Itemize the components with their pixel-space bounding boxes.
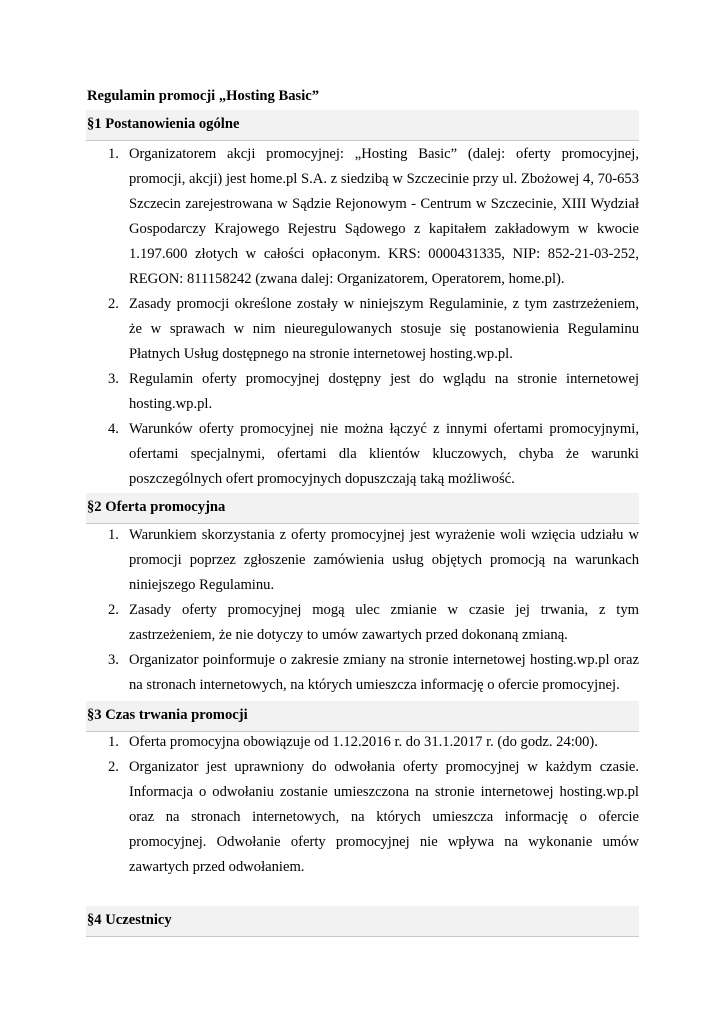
section-heading-text: §4 Uczestnicy	[87, 912, 172, 928]
section-heading-text: §3 Czas trwania promocji	[87, 707, 248, 723]
section-1-list	[86, 142, 639, 492]
list-item-number: 1.	[108, 734, 119, 750]
section-2-list	[86, 523, 639, 698]
list-item-number: 2.	[108, 296, 119, 312]
list-item-number: 3.	[108, 652, 119, 668]
list-item	[86, 598, 639, 648]
list-item	[86, 523, 639, 598]
list-item-number: 1.	[108, 146, 119, 162]
list-item-number: 1.	[108, 527, 119, 543]
list-item-text: Organizator jest uprawniony do odwołania oferty promocyjnej w każdym czasie. Informacja o odwołaniu zostanie umieszczona na stronie internetowej hosting.wp.pl oraz na stronach internetowych, na których umieszcza informację o ofercie promocyjnej. Odwołanie oferty promocyjnej nie wpływa na wykonanie umów zawartych przed odwołaniem.	[129, 759, 639, 875]
list-item-text: Zasady oferty promocyjnej mogą ulec zmianie w czasie jej trwania, z tym zastrzeżeniem, że nie dotyczy to umów zawartych przed dokonaną zmianą.	[129, 602, 639, 643]
list-item	[86, 755, 639, 880]
section-heading-4	[86, 906, 639, 937]
list-item-text: Organizatorem akcji promocyjnej: „Hosting Basic” (dalej: oferty promocyjnej, promocji, akcji) jest home.pl S.A. z siedzibą w Szczecinie przy ul. Zbożowej 4, 70-653 Szczecin zarejestrowana w Sądzie Rejonowym - Centrum w Szczecinie, XIII Wydział Gospodarczy Krajowego Rejestru Sądowego z kapitałem zakładowym w kwocie 1.197.600 złotych w całości opłaconym. KRS: 0000431335, NIP: 852-21-03-252, REGON: 811158242 (zwana dalej: Organizatorem, Operatorem, home.pl).	[129, 146, 639, 287]
section-heading-3	[86, 701, 639, 732]
list-item-text: Regulamin oferty promocyjnej dostępny jest do wglądu na stronie internetowej hosting.wp.pl.	[129, 371, 639, 412]
list-item	[86, 292, 639, 367]
section-heading-2	[86, 493, 639, 524]
list-item	[86, 730, 639, 755]
section-heading-text: §1 Postanowienia ogólne	[87, 116, 240, 132]
list-item-text: Warunkiem skorzystania z oferty promocyjnej jest wyrażenie woli wzięcia udziału w promocji poprzez zgłoszenie zamówienia usług objętych promocją na warunkach niniejszego Regulaminu.	[129, 527, 639, 593]
section-3-list	[86, 730, 639, 880]
section-heading-text: §2 Oferta promocyjna	[87, 499, 226, 515]
list-item	[86, 142, 639, 292]
list-item	[86, 367, 639, 417]
list-item-number: 4.	[108, 421, 119, 437]
list-item-text: Warunków oferty promocyjnej nie można łączyć z innymi ofertami promocyjnymi, ofertami specjalnymi, ofertami dla klientów kluczowych, chyba że warunki poszczególnych ofert promocyjnych dopuszczają taką możliwość.	[129, 421, 639, 487]
list-item-number: 2.	[108, 602, 119, 618]
list-item-text: Oferta promocyjna obowiązuje od 1.12.2016 r. do 31.1.2017 r. (do godz. 24:00).	[129, 734, 598, 750]
section-heading-1	[86, 110, 639, 141]
document-title: Regulamin promocji „Hosting Basic”	[87, 88, 320, 104]
list-item-number: 2.	[108, 759, 119, 775]
list-item-text: Organizator poinformuje o zakresie zmiany na stronie internetowej hosting.wp.pl oraz na stronach internetowych, na których umieszcza informację o ofercie promocyjnej.	[129, 652, 639, 693]
list-item	[86, 648, 639, 698]
list-item-text: Zasady promocji określone zostały w niniejszym Regulaminie, z tym zastrzeżeniem, że w sprawach w nim nieuregulowanych stosuje się postanowienia Regulaminu Płatnych Usług dostępnego na stronie internetowej hosting.wp.pl.	[129, 296, 639, 362]
list-item	[86, 417, 639, 492]
list-item-number: 3.	[108, 371, 119, 387]
